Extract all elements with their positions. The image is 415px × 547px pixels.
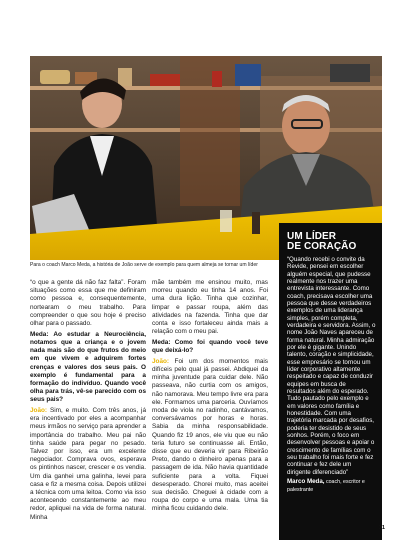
answer-text: Foi um dos momentos mais difíceis pelo qual já passei. Abdiquei da minha juventude para cuidar dele. Não passeava, não curtia com os amigos, não namorava. Meu tempo livre era para ele. Formamos uma parceria. Ouvíamos moda de viola no radinho, cantávamos, conversávamos por horas e horas. Sabia da minha responsabilidade. Quando fiz 19 anos, ele viu que eu não teria futuro se continuasse ali. Então, disse que eu deveria vir para Ribeirão Preto, dando o dinheiro apenas para a passagem de ida. Não havia quantidade suficiente para a volta. Fiquei desesperado. Chorei muito, mas aceitei sua decisão. Cheguei à cidade com a roupa do corpo e uma mala. Uma tia minha ficou cuidando dele.: [152, 357, 268, 513]
answer-paragraph: [152, 358, 268, 514]
answer-speaker: João:: [152, 357, 170, 365]
page-number: 31: [378, 525, 385, 531]
answer-speaker: João:: [30, 407, 48, 415]
question-paragraph: Meda: Ao estudar a Neurociência, notamos que a criança e o jovem nada mais são do que frutos do meio em que vivem e adquirem fortes crenças e valores dos seus pais. O exemplo é fundamental para a formação do indivíduo. Quando você olha para trás, vê-se parecido com os seus pais?: [30, 330, 146, 404]
sidebar-author: Marco Meda,: [287, 477, 325, 485]
body-paragraph: mãe também me ensinou muito, mas morreu quando eu tinha 14 anos. Foi uma dura lição. Tinha que cozinhar, limpar e passar roupa, além das atividades na fazenda. Tinha que dar conta e isso fortaleceu ainda mais a relação com o meu pai.: [152, 279, 268, 336]
answer-paragraph: [30, 407, 146, 522]
article-column-2: [152, 279, 268, 516]
photo-caption: Para o coach Marco Meda, a história de João serve de exemplo para quem almeja se tornar um líder: [30, 262, 258, 268]
sidebar-title-line: UM LÍDER: [287, 231, 337, 242]
intro-paragraph: “o que a gente dá não faz falta”. Foram situações como essa que me definiram como pessoa e, consequentemente, nortearam o meu trabalho. Para compreender o que sou hoje é preciso olhar para o passado.: [30, 279, 146, 328]
sidebar-title: [287, 232, 376, 253]
sidebar-title-line: DE CORAÇÃO: [287, 241, 357, 253]
sidebar-box: [279, 223, 382, 540]
sidebar-quote: “Quando recebi o convite da Revide, pensei em escolher alguém especial, que pudesse realmente nos trazer uma entrevista interessante. Como coach, precisava escolher uma pessoa que desse verdadeiros exemplos de uma liderança simples, porém completa, verdadeira e servidora. Assim, o nome João Naves apareceu de forma natural. Minha admiração por ele é gigante. Unindo talento, coração e simplicidade, esse empresário se tornou um líder corporativo altamente respeitado e capaz de conduzir equipes em busca de resultados além do esperado. Tudo pautado pelo exemplo e em valores como família e honestidade. Com uma trajetória marcada por desafios, poderia ter desistido de seus sonhos. Porém, o foco em desenvolver pessoas e apoiar o crescimento de famílias com o seu trabalho foi mais forte e fez continuar e fez dele um dirigente diferenciado”: [287, 255, 376, 476]
answer-text: Sim, e muito. Com três anos, já era incentivado por eles a acompanhar meus irmãos no serviço para aprender a importância do trabalho. Meu pai não tinha saúde para pegar no pesado. Talvez por isso, era um excelente negociador. Comprava ovos, esperava os pintinhos nascer, crescer e os vendia. Um dia ganhei uma galinha, levei para casa e fiz a mesma coisa. Depois utilizei a técnica com uma leitoa. Como via isso acontecendo constantemente ao meu redor, apliquei na vida de forma natural. Minha: [30, 407, 146, 521]
article-column-1: [30, 279, 146, 524]
sidebar-author-role: coach, escritor e palestrante: [287, 478, 365, 493]
sidebar-attribution: [287, 478, 376, 494]
question-paragraph: Meda: Como foi quando você teve que deixá-lo?: [152, 338, 268, 355]
